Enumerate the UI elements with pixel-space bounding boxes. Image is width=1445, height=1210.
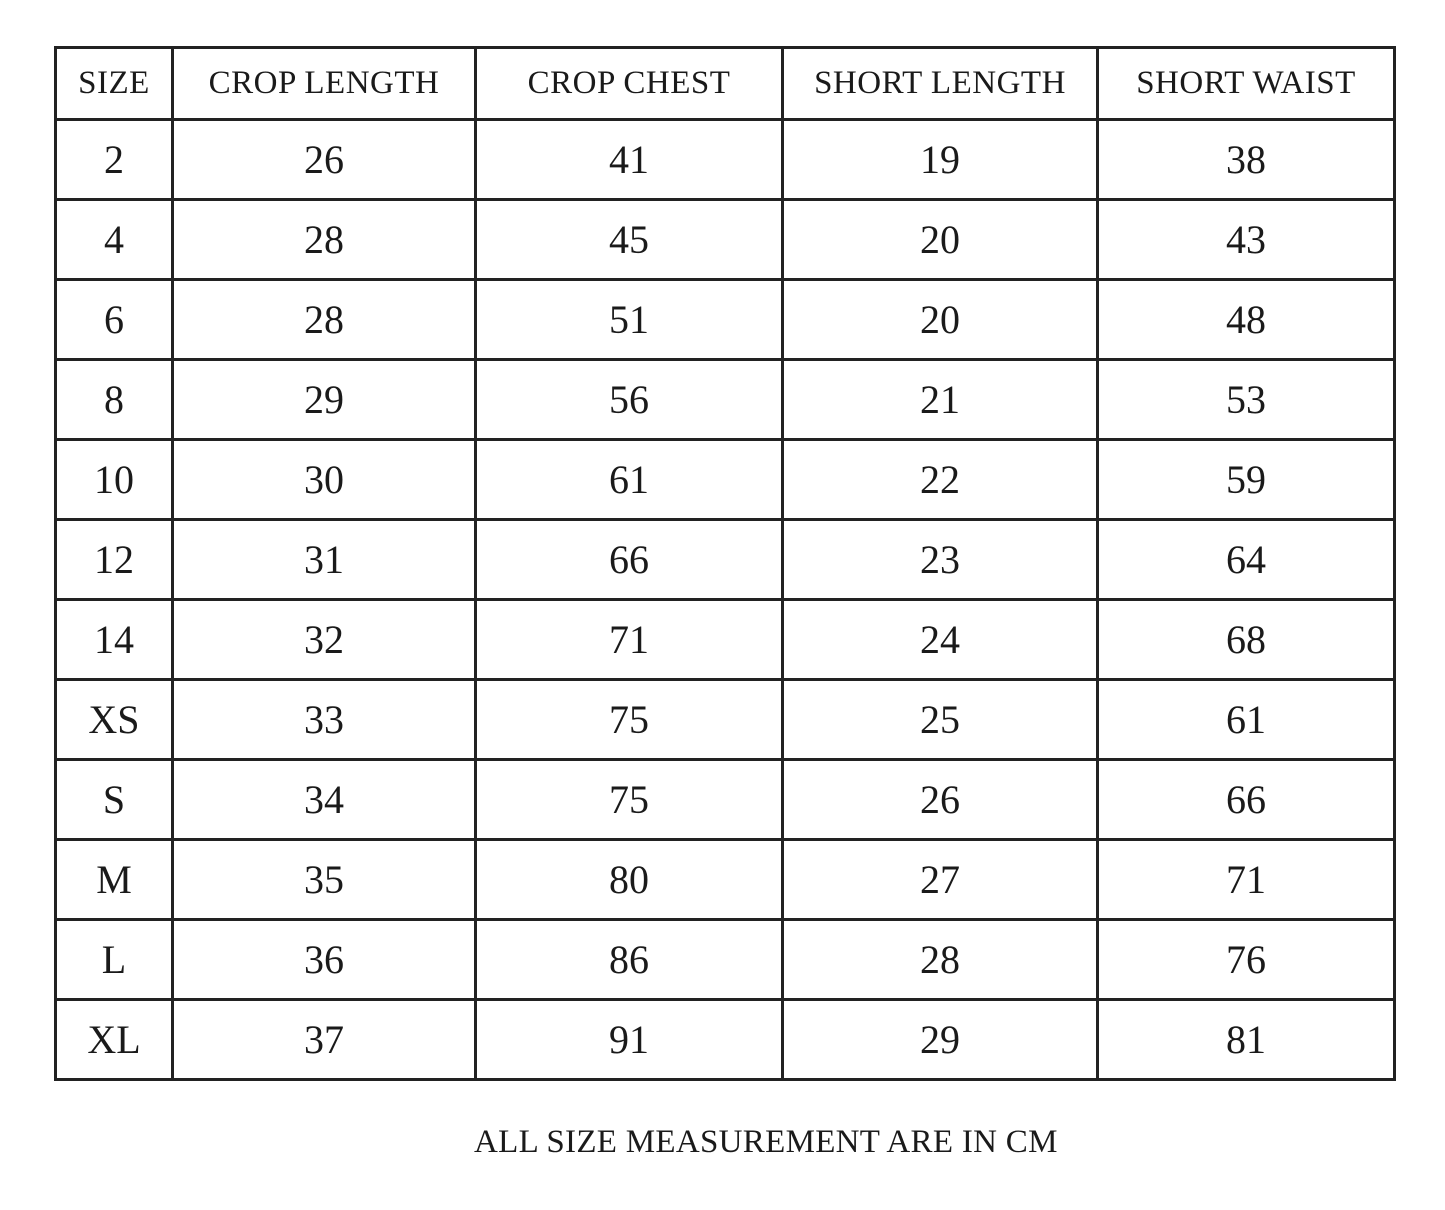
short-waist-cell: 76 (1098, 920, 1395, 1000)
table-row (56, 840, 1395, 920)
size-cell: 14 (56, 600, 173, 680)
table-body (56, 120, 1395, 1080)
crop-chest-cell: 86 (476, 920, 783, 1000)
crop-length-cell: 29 (173, 360, 476, 440)
short-length-cell: 26 (783, 760, 1098, 840)
crop-chest-cell: 71 (476, 600, 783, 680)
crop-chest-cell: 75 (476, 760, 783, 840)
crop-chest-cell: 41 (476, 120, 783, 200)
header-row (56, 48, 1395, 120)
short-waist-cell: 59 (1098, 440, 1395, 520)
short-length-cell: 23 (783, 520, 1098, 600)
crop-length-cell: 32 (173, 600, 476, 680)
short-waist-cell: 43 (1098, 200, 1395, 280)
crop-length-cell: 36 (173, 920, 476, 1000)
crop-length-cell: 30 (173, 440, 476, 520)
crop-length-cell: 34 (173, 760, 476, 840)
short-waist-cell: 81 (1098, 1000, 1395, 1080)
table-row (56, 120, 1395, 200)
size-cell: S (56, 760, 173, 840)
short-length-cell: 20 (783, 280, 1098, 360)
short-waist-cell: 71 (1098, 840, 1395, 920)
table-row (56, 440, 1395, 520)
short-length-cell: 19 (783, 120, 1098, 200)
table-row (56, 280, 1395, 360)
size-chart-table (54, 46, 1396, 1081)
table-row (56, 760, 1395, 840)
header-short-waist: SHORT WAIST (1098, 48, 1395, 120)
size-cell: 6 (56, 280, 173, 360)
short-waist-cell: 68 (1098, 600, 1395, 680)
size-cell: 12 (56, 520, 173, 600)
size-cell: 10 (56, 440, 173, 520)
short-length-cell: 29 (783, 1000, 1098, 1080)
size-cell: L (56, 920, 173, 1000)
crop-chest-cell: 61 (476, 440, 783, 520)
table-row (56, 1000, 1395, 1080)
short-waist-cell: 53 (1098, 360, 1395, 440)
crop-chest-cell: 51 (476, 280, 783, 360)
table-row (56, 200, 1395, 280)
size-cell: XL (56, 1000, 173, 1080)
table-row (56, 360, 1395, 440)
table-row (56, 680, 1395, 760)
header-crop-length: CROP LENGTH (173, 48, 476, 120)
crop-length-cell: 28 (173, 200, 476, 280)
crop-length-cell: 31 (173, 520, 476, 600)
header-short-length: SHORT LENGTH (783, 48, 1098, 120)
size-cell: 8 (56, 360, 173, 440)
crop-chest-cell: 66 (476, 520, 783, 600)
crop-length-cell: 37 (173, 1000, 476, 1080)
short-waist-cell: 64 (1098, 520, 1395, 600)
short-length-cell: 20 (783, 200, 1098, 280)
crop-chest-cell: 80 (476, 840, 783, 920)
short-length-cell: 22 (783, 440, 1098, 520)
crop-chest-cell: 56 (476, 360, 783, 440)
table-row (56, 920, 1395, 1000)
short-waist-cell: 48 (1098, 280, 1395, 360)
short-waist-cell: 66 (1098, 760, 1395, 840)
crop-chest-cell: 75 (476, 680, 783, 760)
short-waist-cell: 61 (1098, 680, 1395, 760)
short-waist-cell: 38 (1098, 120, 1395, 200)
size-cell: 2 (56, 120, 173, 200)
crop-length-cell: 33 (173, 680, 476, 760)
size-cell: M (56, 840, 173, 920)
crop-chest-cell: 45 (476, 200, 783, 280)
size-cell: 4 (56, 200, 173, 280)
short-length-cell: 25 (783, 680, 1098, 760)
table-row (56, 600, 1395, 680)
header-size: SIZE (56, 48, 173, 120)
header-crop-chest: CROP CHEST (476, 48, 783, 120)
measurement-unit-note: ALL SIZE MEASUREMENT ARE IN CM (474, 1124, 1058, 1160)
crop-length-cell: 26 (173, 120, 476, 200)
table-header (56, 48, 1395, 120)
crop-length-cell: 35 (173, 840, 476, 920)
table-row (56, 520, 1395, 600)
short-length-cell: 24 (783, 600, 1098, 680)
size-cell: XS (56, 680, 173, 760)
short-length-cell: 28 (783, 920, 1098, 1000)
crop-length-cell: 28 (173, 280, 476, 360)
short-length-cell: 21 (783, 360, 1098, 440)
crop-chest-cell: 91 (476, 1000, 783, 1080)
short-length-cell: 27 (783, 840, 1098, 920)
